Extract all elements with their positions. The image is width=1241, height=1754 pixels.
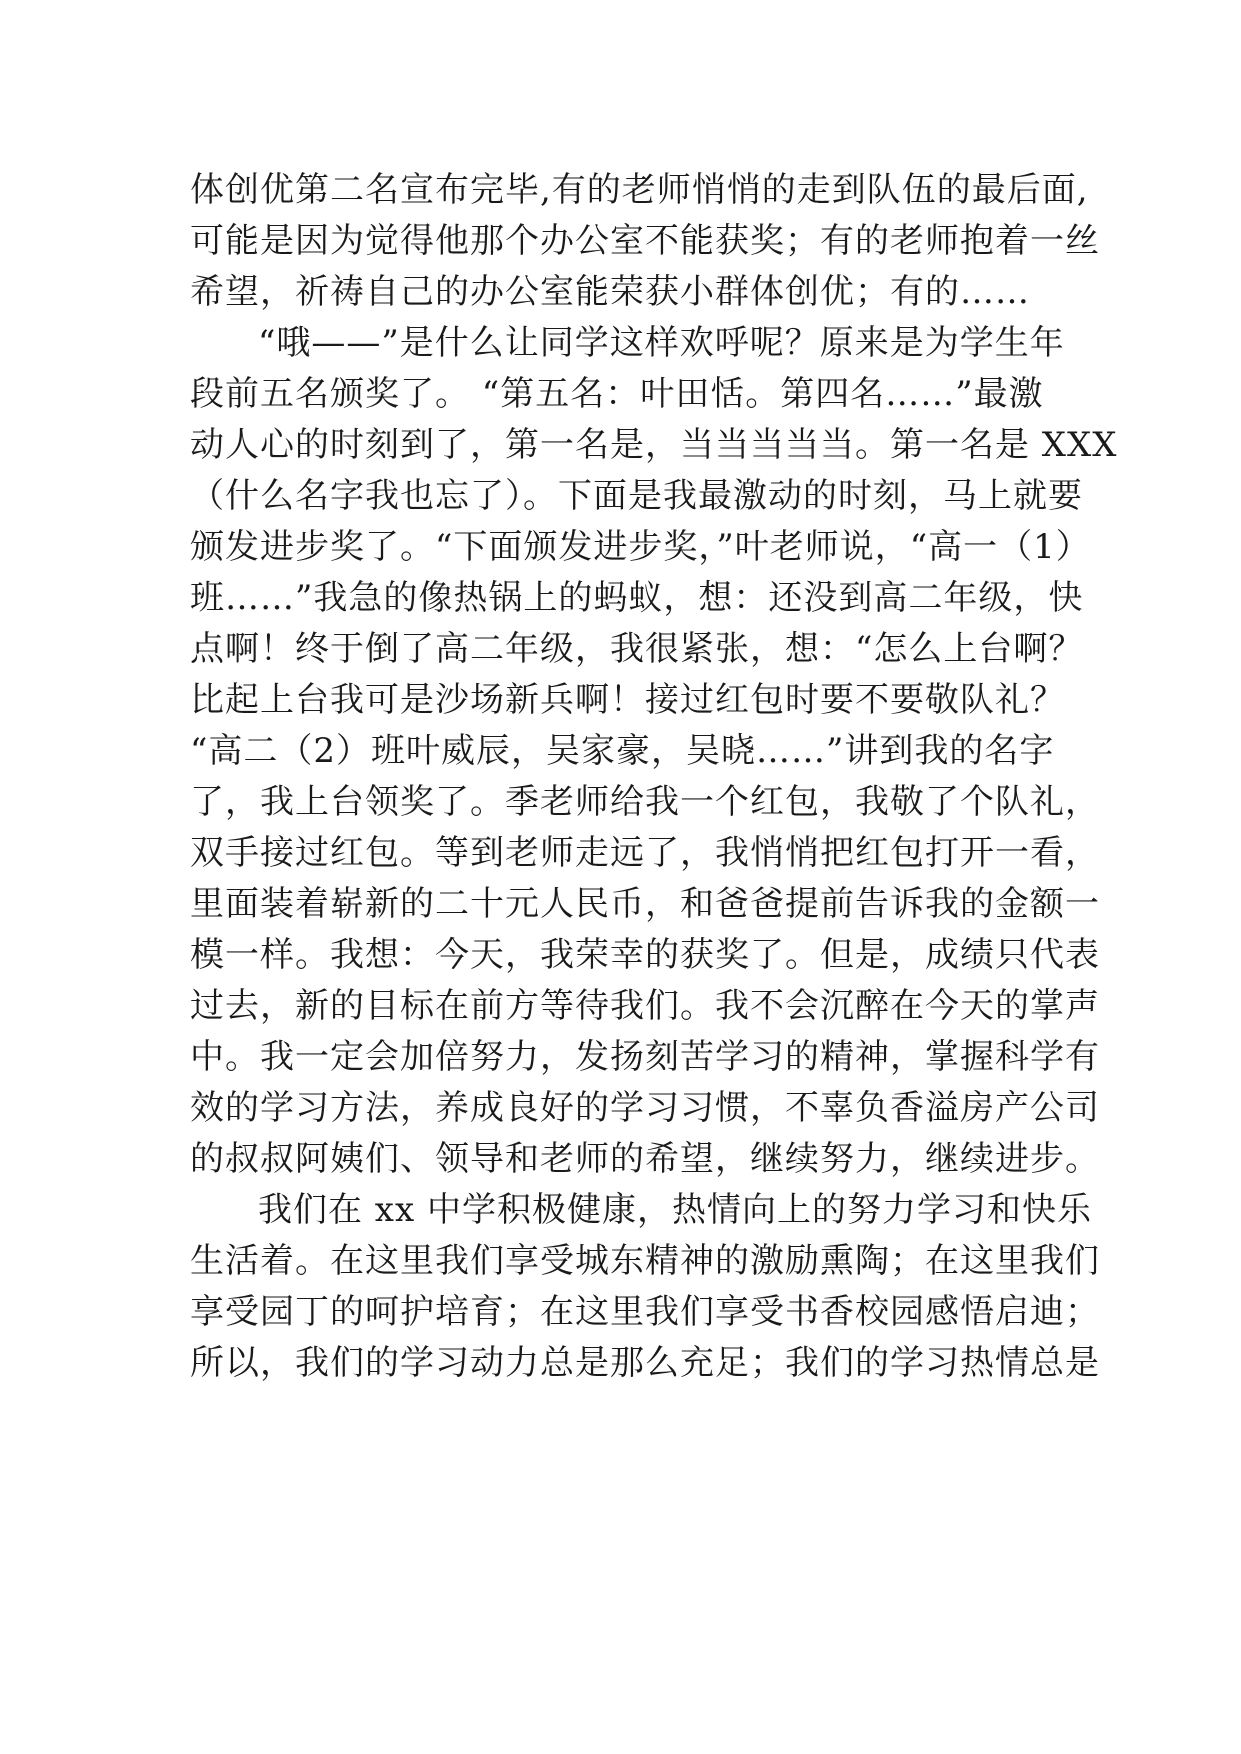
text-line: “高二（2）班叶威辰，吴家豪，吴晓……”讲到我的名字 bbox=[190, 731, 1055, 771]
text-line: 模一样。我想：今天，我荣幸的获奖了。但是，成绩只代表 bbox=[190, 935, 1100, 975]
text-line: 点啊！终于倒了高二年级，我很紧张，想：“怎么上台啊？ bbox=[190, 629, 1084, 669]
text-line: 段前五名颁奖了。 “第五名：叶田恬。第四名……”最激 bbox=[190, 374, 1044, 414]
text-line: 享受园丁的呵护培育；在这里我们享受书香校园感悟启迪； bbox=[190, 1292, 1100, 1332]
text-line: 里面装着崭新的二十元人民币，和爸爸提前告诉我的金额一 bbox=[190, 884, 1100, 924]
text-line: 中。我一定会加倍努力，发扬刻苦学习的精神，掌握科学有 bbox=[190, 1037, 1100, 1077]
text-line: 效的学习方法，养成良好的学习习惯，不辜负香溢房产公司 bbox=[190, 1088, 1100, 1128]
text-line: 过去，新的目标在前方等待我们。我不会沉醉在今天的掌声 bbox=[190, 986, 1100, 1026]
text-line: 比起上台我可是沙场新兵啊！接过红包时要不要敬队礼？ bbox=[190, 680, 1065, 720]
text-line: 双手接过红包。等到老师走远了，我悄悄把红包打开一看， bbox=[190, 833, 1100, 873]
text-line: 体创优第二名宣布完毕,有的老师悄悄的走到队伍的最后面, bbox=[190, 170, 1089, 210]
text-line: 的叔叔阿姨们、领导和老师的希望，继续努力，继续进步。 bbox=[190, 1139, 1100, 1179]
text-line: （什么名字我也忘了）。下面是我最激动的时刻，马上就要 bbox=[190, 476, 1083, 516]
text-line: 了，我上台领奖了。季老师给我一个红包，我敬了个队礼， bbox=[190, 782, 1100, 822]
text-line: 生活着。在这里我们享受城东精神的激励熏陶；在这里我们 bbox=[190, 1241, 1100, 1281]
document-body bbox=[190, 165, 1118, 1389]
text-line: 可能是因为觉得他那个办公室不能获奖；有的老师抱着一丝 bbox=[190, 221, 1100, 261]
text-line: 希望，祈祷自己的办公室能荣获小群体创优；有的…… bbox=[190, 272, 1030, 312]
paragraph-start-line: 我们在 xx 中学积极健康，热情向上的努力学习和快乐 bbox=[258, 1190, 1092, 1230]
text-line: 动人心的时刻到了，第一名是，当当当当当。第一名是 XXX bbox=[190, 425, 1118, 465]
text-line: 所以，我们的学习动力总是那么充足；我们的学习热情总是 bbox=[190, 1343, 1100, 1383]
text-line: 班……”我急的像热锅上的蚂蚁，想：还没到高二年级，快 bbox=[190, 578, 1084, 618]
paragraph-start-line: “哦——”是什么让同学这样欢呼呢？原来是为学生年 bbox=[258, 323, 1065, 363]
text-line: 颁发进步奖了。“下面颁发进步奖，”叶老师说，“高一（1） bbox=[190, 527, 1091, 567]
